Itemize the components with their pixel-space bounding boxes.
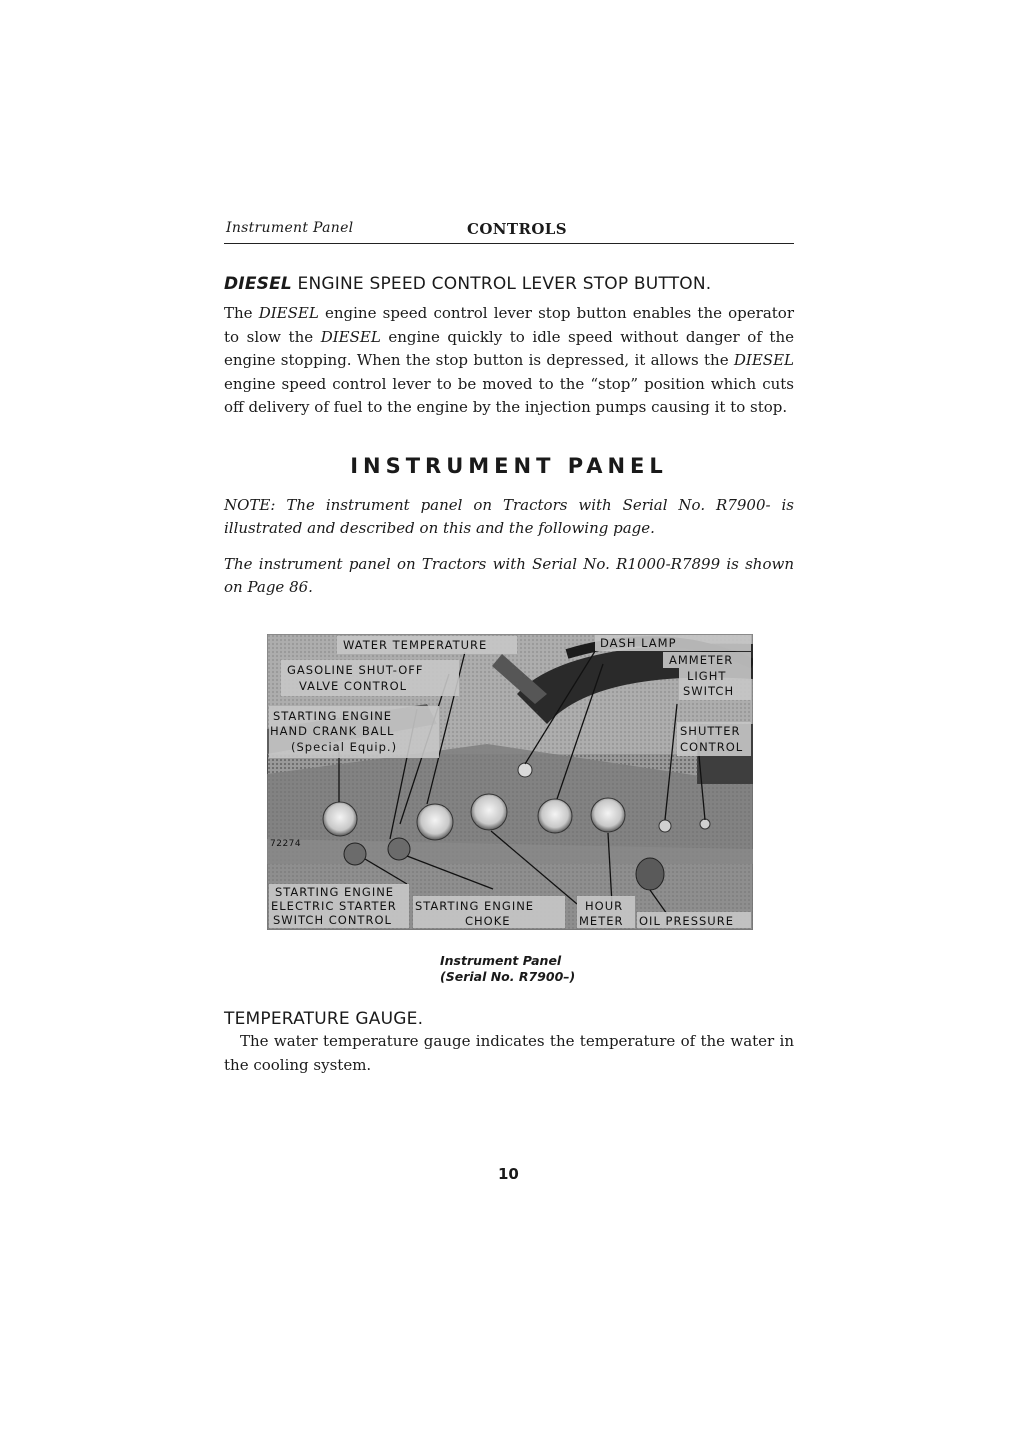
- instrument-panel-photo: [267, 634, 753, 930]
- label-light: LIGHT: [687, 669, 727, 683]
- label-control: CONTROL: [680, 740, 744, 754]
- caption-serial: (Serial No. R7900–): [440, 969, 576, 984]
- paragraph-line: to slow the DIESEL engine quickly to idle speed without danger of the: [224, 327, 794, 346]
- figure-code: 72274: [270, 839, 302, 849]
- note-line: The instrument panel on Tractors with Serial No. R1000-R7899 is shown: [224, 555, 794, 573]
- stop-button-paragraph: [224, 302, 794, 420]
- paragraph-line: engine stopping. When the stop button is depressed, it allows the DIESEL: [224, 351, 794, 369]
- label-starting-engine-3: STARTING ENGINE: [415, 899, 535, 913]
- paragraph-line: the cooling system.: [224, 1055, 372, 1074]
- note-line: illustrated and described on this and the following page.: [224, 519, 655, 537]
- paragraph-line: The water temperature gauge indicates the temperature of the water in: [240, 1032, 794, 1050]
- figure-caption: [440, 953, 575, 985]
- label-hand-crank-ball: HAND CRANK BALL: [270, 724, 395, 738]
- serial-note: [224, 494, 794, 540]
- label-switch-control: SWITCH CONTROL: [273, 913, 392, 927]
- stop-button-heading: DIESEL ENGINE SPEED CONTROL LEVER STOP BUTTON.: [224, 274, 712, 294]
- page-number: 10: [498, 1165, 519, 1183]
- label-switch: SWITCH: [683, 684, 735, 698]
- header-section: Instrument Panel: [226, 220, 354, 236]
- label-meter: METER: [579, 914, 624, 928]
- instrument-panel-title: INSTRUMENT PANEL: [350, 454, 668, 478]
- note-line: on Page 86.: [224, 578, 313, 596]
- label-water-temperature: WATER TEMPERATURE: [343, 638, 488, 652]
- label-choke: CHOKE: [465, 914, 511, 928]
- label-starting-engine: STARTING ENGINE: [273, 709, 393, 723]
- label-hour: HOUR: [585, 899, 624, 913]
- paragraph-line: The DIESEL engine speed control lever stop button enables the operator: [224, 304, 794, 322]
- header-chapter: CONTROLS: [467, 220, 567, 238]
- running-header: [224, 217, 794, 244]
- label-special-equip: (Special Equip.): [291, 740, 398, 754]
- serial-note-2: [224, 553, 794, 599]
- label-ammeter: AMMETER: [669, 653, 734, 667]
- note-line: NOTE: The instrument panel on Tractors with Serial No. R7900- is: [224, 496, 794, 514]
- label-dash-lamp: DASH LAMP: [600, 636, 677, 650]
- label-gasoline-shutoff: GASOLINE SHUT-OFF: [287, 663, 424, 677]
- label-shutter: SHUTTER: [680, 724, 741, 738]
- label-starting-engine-2: STARTING ENGINE: [275, 885, 395, 899]
- label-oil-pressure: OIL PRESSURE: [639, 914, 734, 928]
- temperature-gauge-heading: TEMPERATURE GAUGE.: [224, 1009, 424, 1029]
- temperature-gauge-paragraph: [224, 1030, 794, 1077]
- paragraph-line: off delivery of fuel to the engine by the injection pumps causing it to stop.: [224, 398, 788, 416]
- label-electric-starter: ELECTRIC STARTER: [271, 899, 397, 913]
- label-valve-control: VALVE CONTROL: [299, 679, 408, 693]
- paragraph-line: engine speed control lever to be moved to the “stop” position which cuts: [224, 374, 794, 393]
- caption-title: Instrument Panel: [440, 953, 562, 968]
